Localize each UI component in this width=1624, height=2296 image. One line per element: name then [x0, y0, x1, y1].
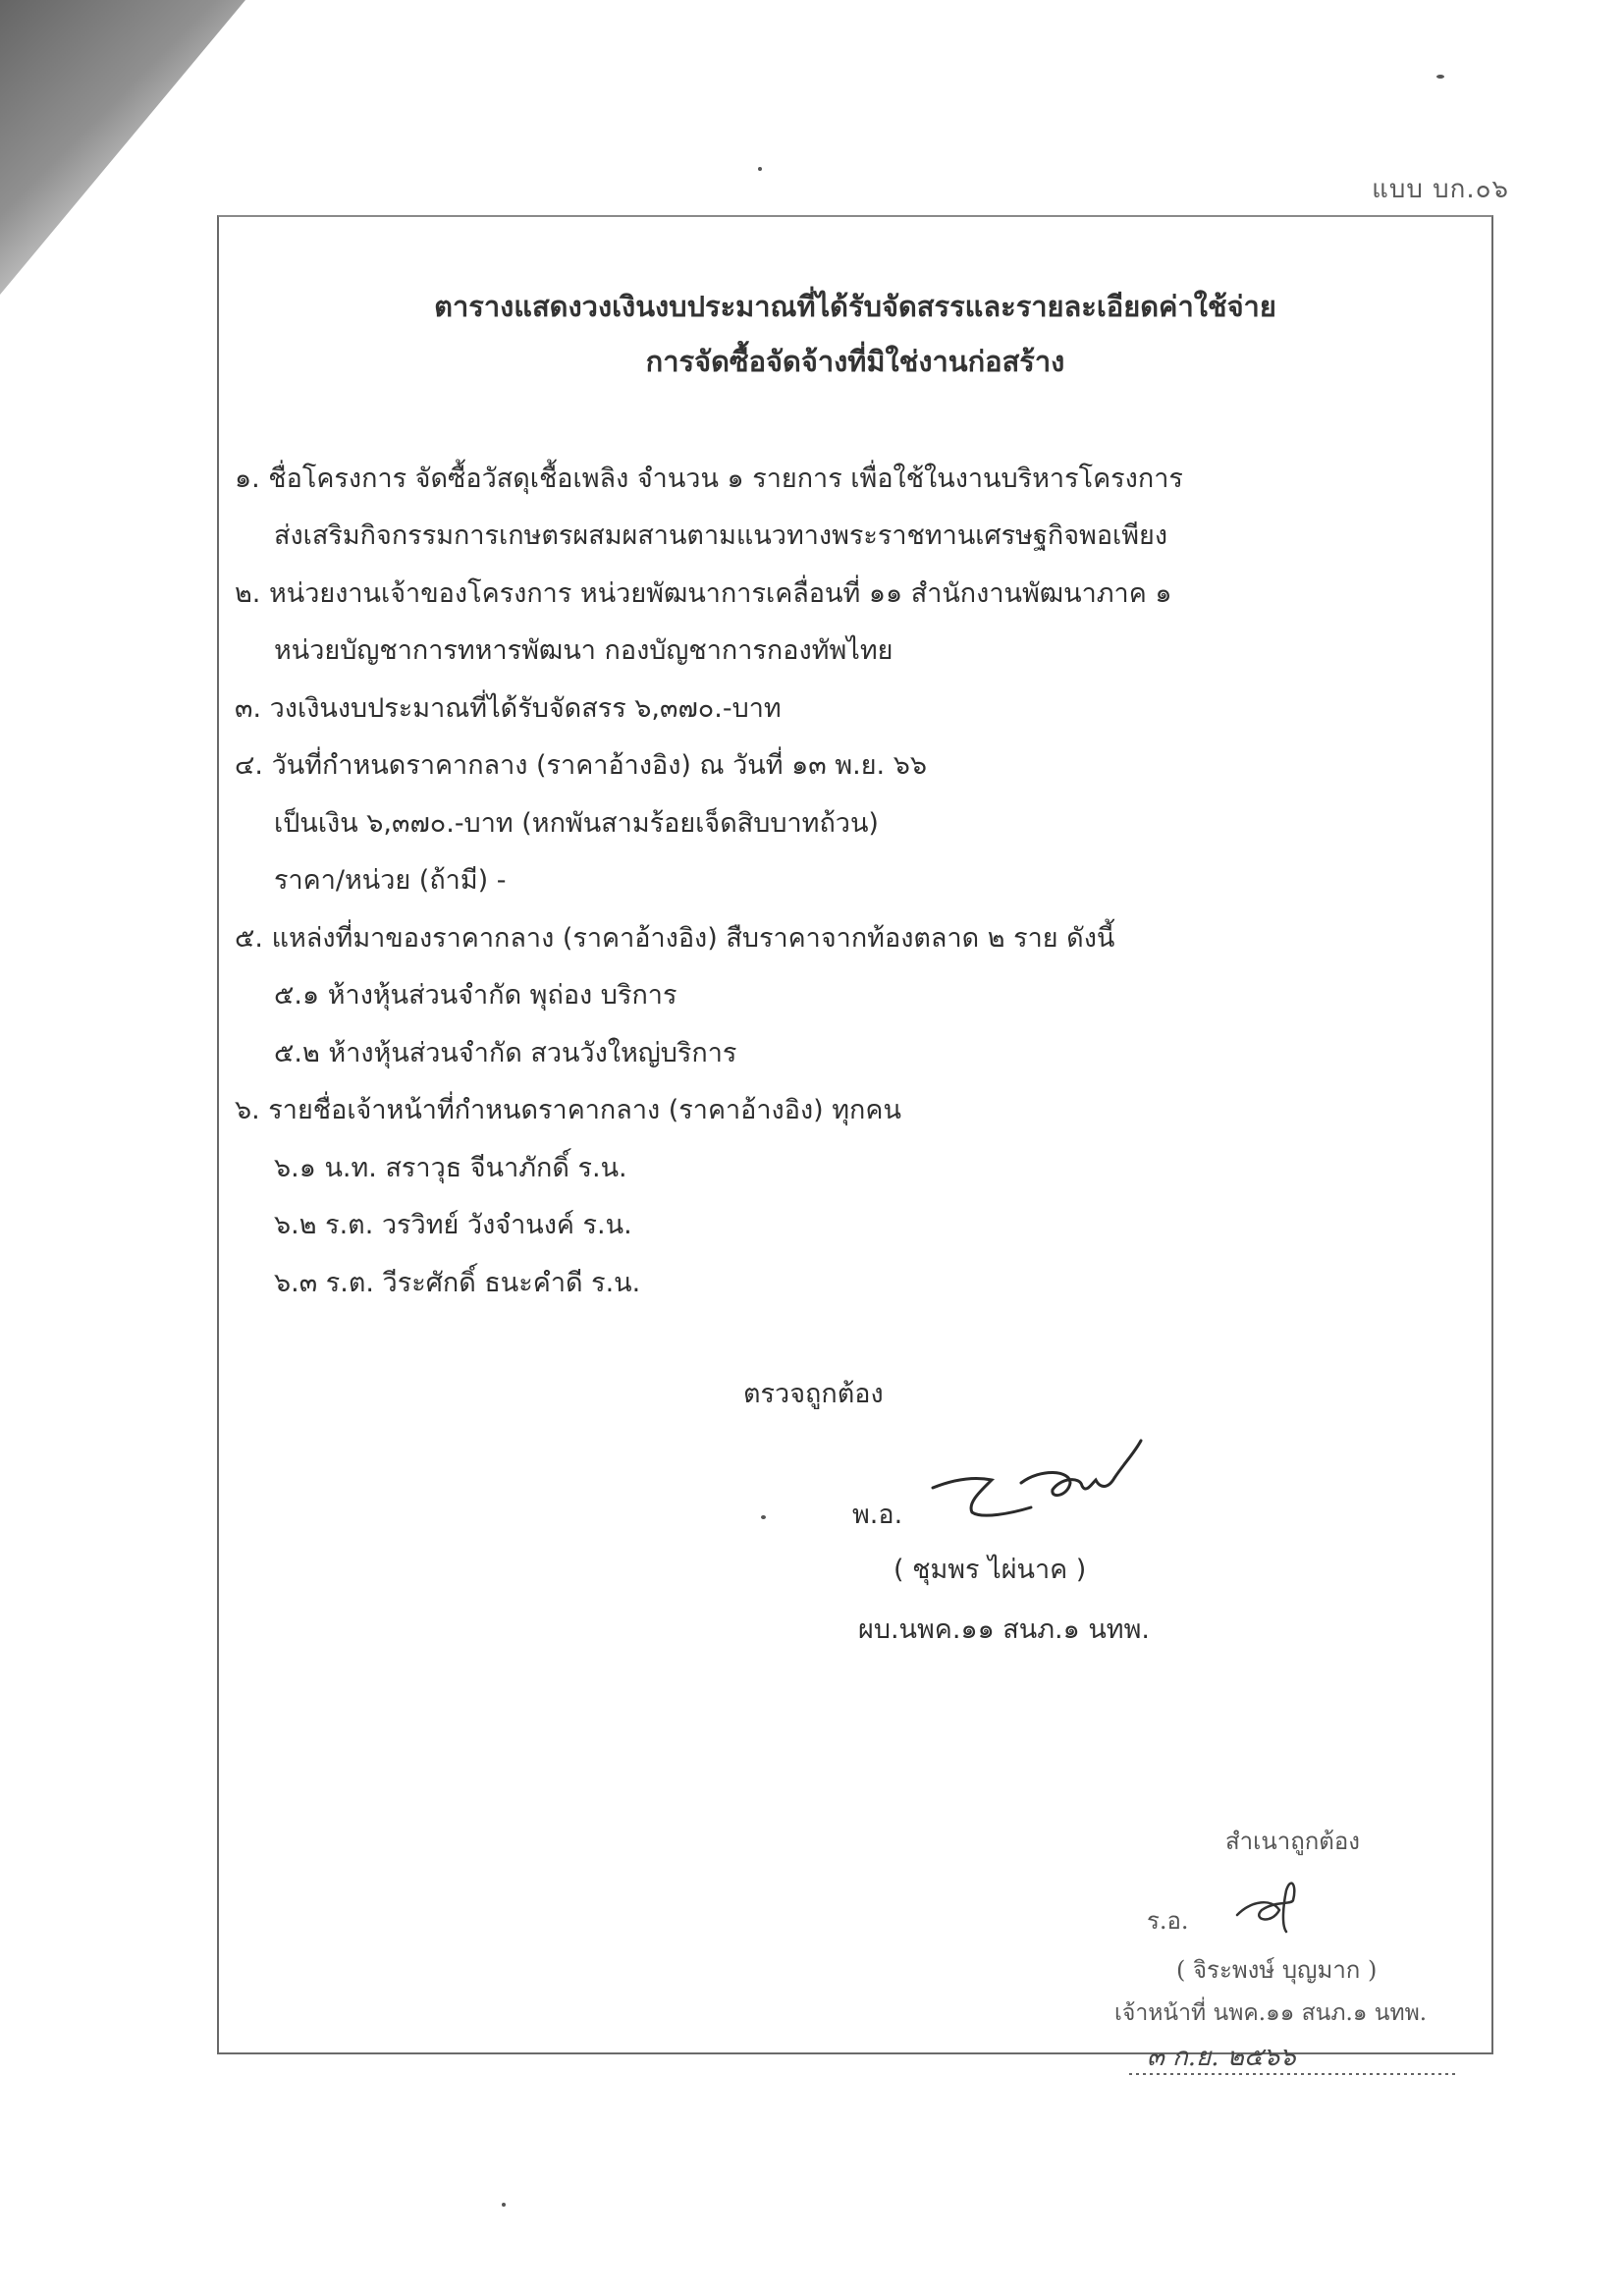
item-3-budget: ๓. วงเงินงบประมาณที่ได้รับจัดสรร ๖,๓๗๐.-บาท [235, 693, 782, 724]
item-4-reference-date: ๔. วันที่กำหนดราคากลาง (ราคาอ้างอิง) ณ วันที่ ๑๓ พ.ย. ๖๖ [235, 750, 927, 781]
scan-speck [758, 167, 762, 171]
document-title: ตารางแสดงวงเงินงบประมาณที่ได้รับจัดสรรและรายละเอียดค่าใช้จ่าย [434, 290, 1276, 323]
item-1-project-name: ๑. ชื่อโครงการ จัดซื้อวัสดุเชื้อเพลิง จำนวน ๑ รายการ เพื่อใช้ในงานบริหารโครงการ [235, 464, 1183, 494]
item-6-1-member: ๖.๑ น.ท. สราวุธ จีนาภักดิ์ ร.น. [274, 1153, 627, 1183]
item-6-committee: ๖. รายชื่อเจ้าหน้าที่กำหนดราคากลาง (ราคาอ้างอิง) ทุกคน [235, 1095, 901, 1125]
certified-copy-name: ( จิระพงษ์ บุญมาก ) [1176, 1956, 1378, 1984]
item-5-2-vendor: ๕.๒ ห้างหุ้นส่วนจำกัด สวนวังใหญ่บริการ [274, 1038, 737, 1068]
item-6-2-member: ๖.๒ ร.ต. วรวิทย์ วังจำนงค์ ร.น. [274, 1210, 632, 1240]
item-4-amount: เป็นเงิน ๖,๓๗๐.-บาท (หกพันสามร้อยเจ็ดสิบบาทถ้วน) [274, 808, 879, 839]
certified-copy-signature [1232, 1871, 1321, 1935]
scan-speck [1436, 75, 1444, 79]
verification-signature [923, 1429, 1159, 1537]
form-code: แบบ บก.๐๖ [1372, 175, 1509, 204]
item-2-owner-unit-cont: หน่วยบัญชาการทหารพัฒนา กองบัญชาการกองทัพไทย [274, 635, 893, 666]
item-5-1-vendor: ๕.๑ ห้างหุ้นส่วนจำกัด พุถ่อง บริการ [274, 980, 677, 1011]
item-6-3-member: ๖.๓ ร.ต. วีระศักดิ์ ธนะคำดี ร.น. [274, 1268, 641, 1298]
certified-copy-date: ๓ ก.ย. ๒๕๖๖ [1147, 2043, 1296, 2072]
document-subtitle: การจัดซื้อจัดจ้างที่มิใช่งานก่อสร้าง [645, 345, 1065, 378]
verification-rank: พ.อ. [852, 1500, 903, 1530]
verification-position: ผบ.นพค.๑๑ สนภ.๑ นทพ. [858, 1614, 1150, 1645]
verification-label: ตรวจถูกต้อง [743, 1379, 884, 1409]
scan-corner-shadow [0, 0, 245, 295]
verification-name: ( ชุมพร ไผ่นาค ) [893, 1555, 1087, 1585]
item-2-owner-unit: ๒. หน่วยงานเจ้าของโครงการ หน่วยพัฒนาการเคลื่อนที่ ๑๑ สำนักงานพัฒนาภาค ๑ [235, 578, 1172, 609]
scan-speck [502, 2203, 506, 2207]
item-1-project-name-cont: ส่งเสริมกิจกรรมการเกษตรผสมผสานตามแนวทางพระราชทานเศรษฐกิจพอเพียง [274, 520, 1168, 551]
item-5-price-source: ๕. แหล่งที่มาของราคากลาง (ราคาอ้างอิง) สืบราคาจากท้องตลาด ๒ ราย ดังนี้ [235, 923, 1115, 954]
certified-copy-date-underline [1129, 2070, 1463, 2080]
certified-copy-label: สำเนาถูกต้อง [1225, 1828, 1360, 1855]
certified-copy-rank: ร.อ. [1147, 1907, 1189, 1935]
certified-copy-position: เจ้าหน้าที่ นพค.๑๑ สนภ.๑ นทพ. [1114, 2000, 1428, 2026]
item-4-unit-price: ราคา/หน่วย (ถ้ามี) - [274, 865, 507, 896]
